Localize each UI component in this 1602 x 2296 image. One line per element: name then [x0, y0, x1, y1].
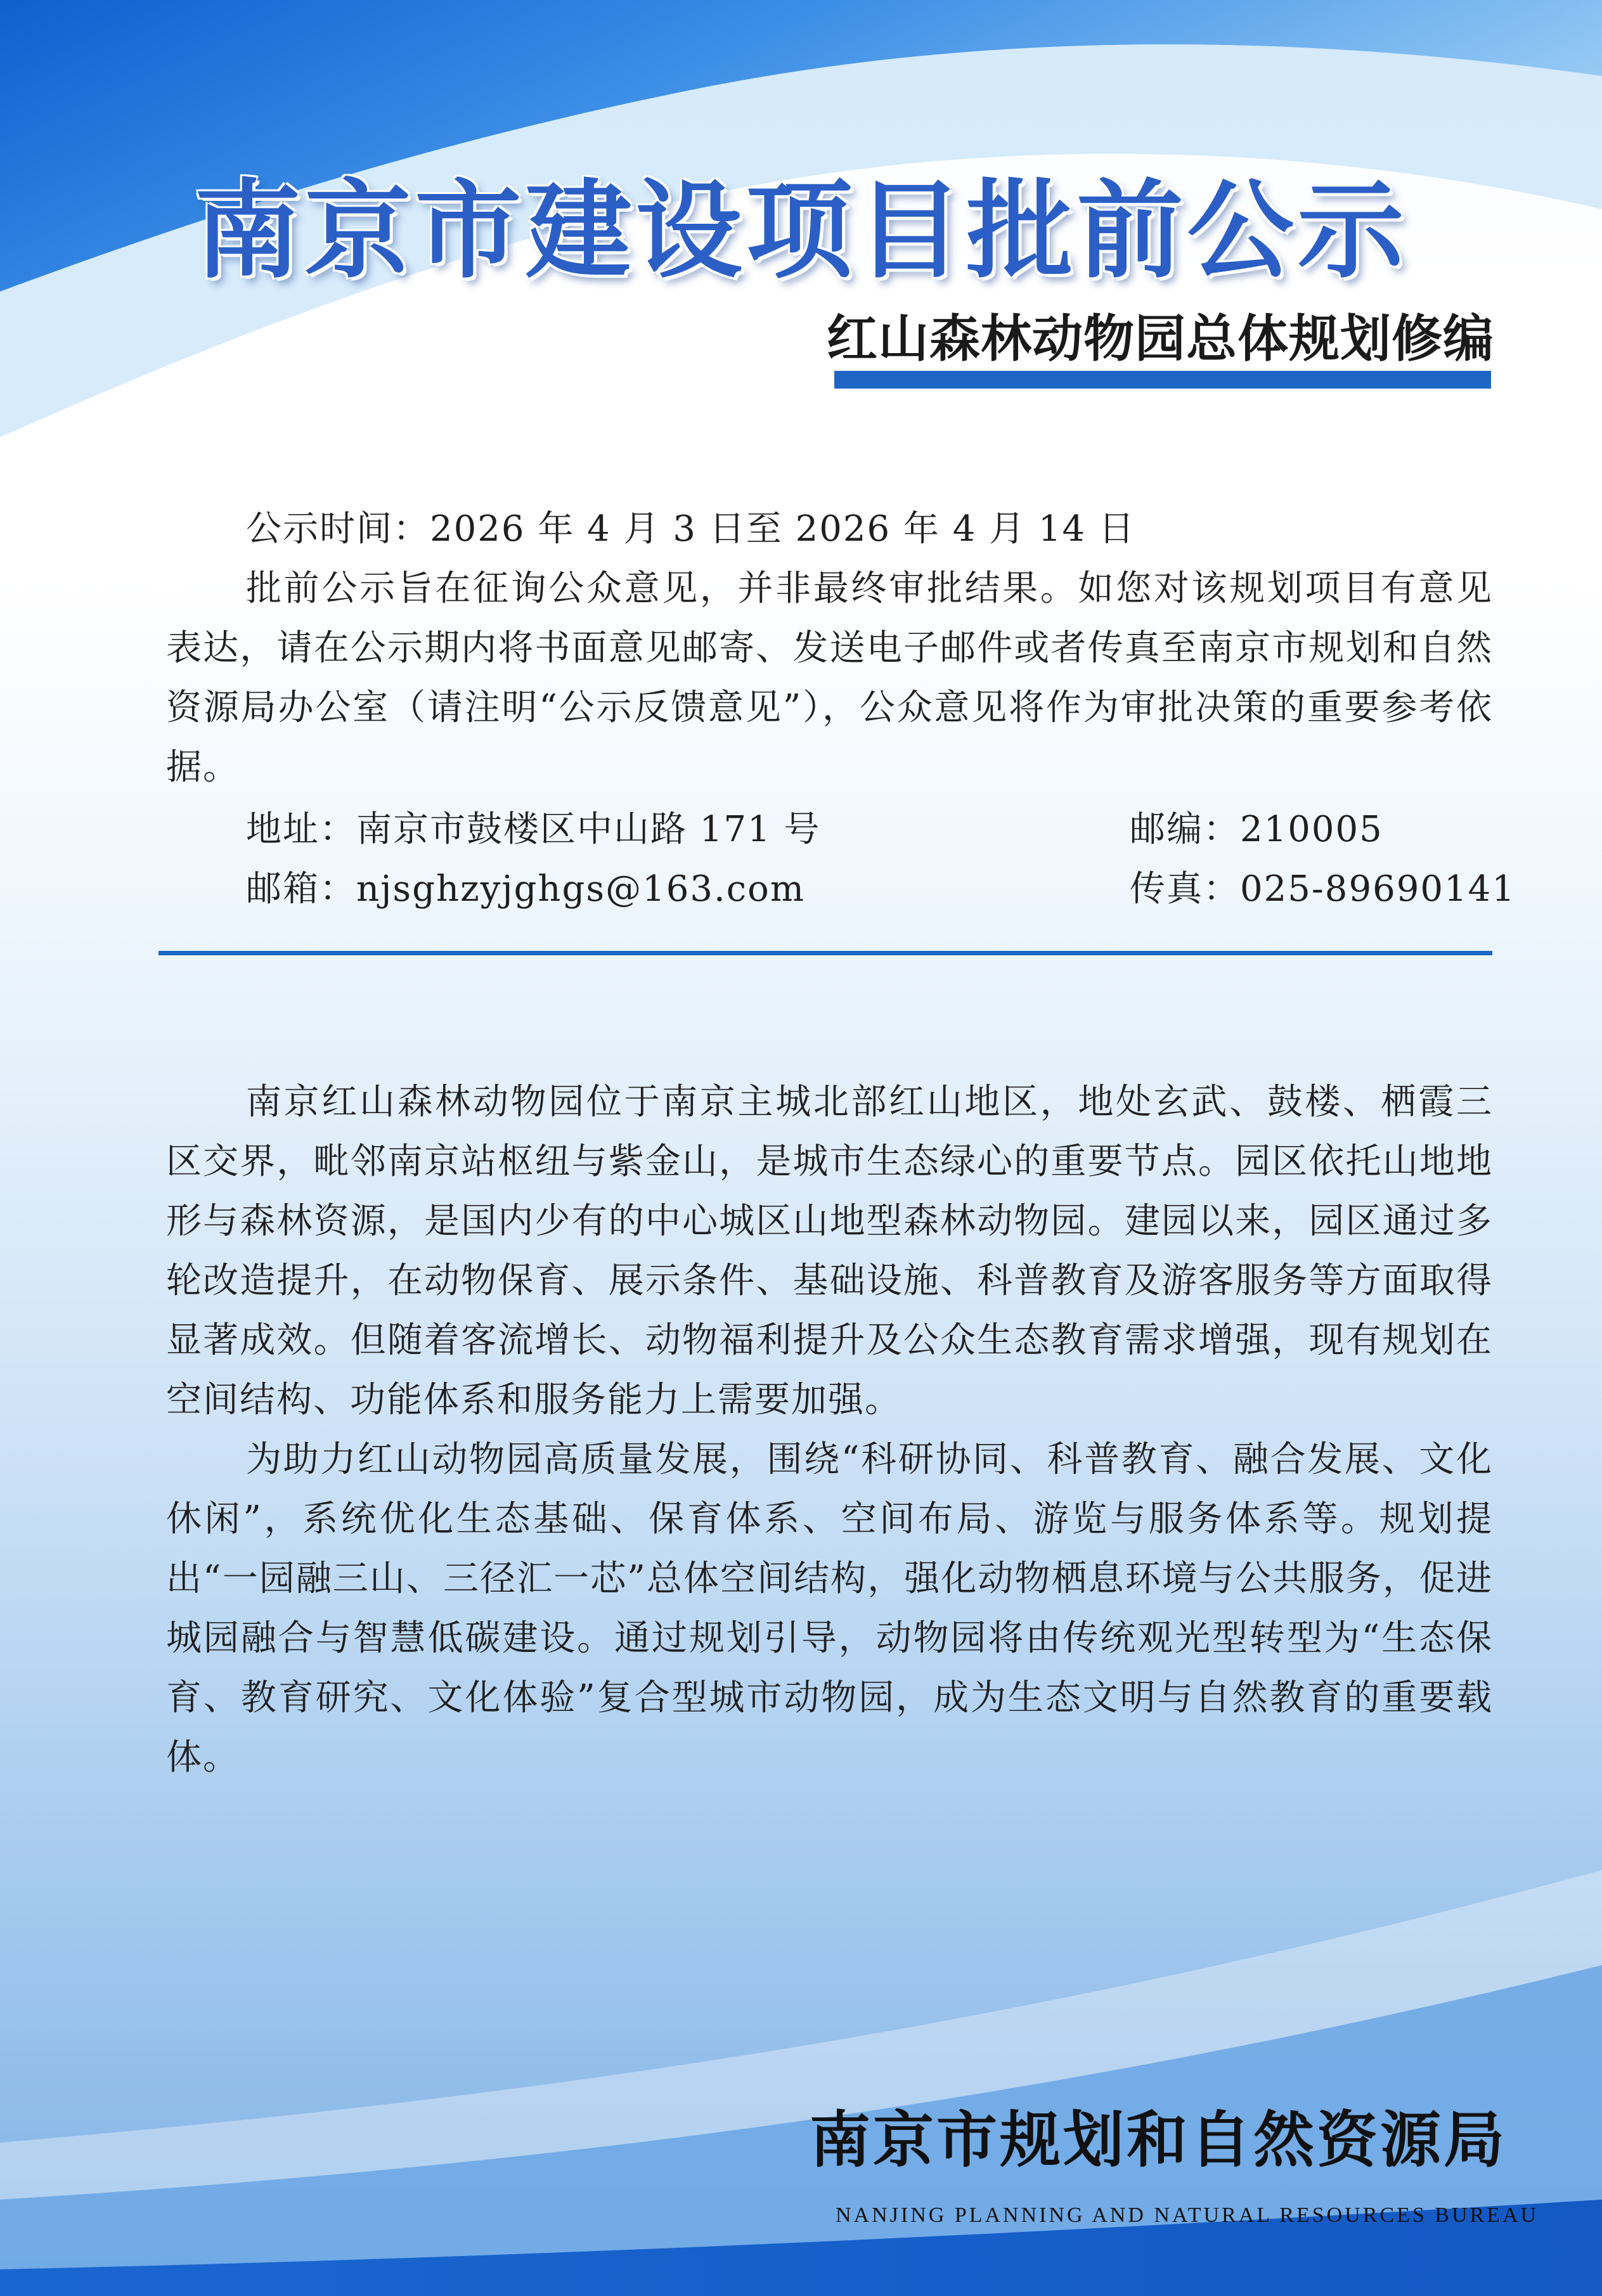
contact-address: 地址：南京市鼓楼区中山路 171 号	[246, 809, 821, 850]
section-divider	[158, 951, 1492, 955]
organization-name-en: NANJING PLANNING AND NATURAL RESOURCES BUREAU	[836, 2203, 1539, 2227]
contact-email: 邮箱：njsghzyjghgs@163.com	[246, 868, 805, 910]
contact-fax: 传真：025-89690141	[1130, 868, 1516, 910]
contact-postcode: 邮编：210005	[1130, 809, 1383, 850]
body-paragraph-2: 为助力红山动物园高质量发展，围绕“科研协同、科普教育、融合发展、文化休闲”，系统优化生态基础、保育体系、空间布局、游览与服务体系等。规划提出“一园融三山、三径汇一芯”总体空间结构，强化动物栖息环境与公共服务，促进城园融合与智慧低碳建设。通过规划引导，动物园将由传统观光型转型为“生态保育、教育研究、文化体验”复合型城市动物园，成为生态文明与自然教育的重要载体。	[166, 1439, 1493, 1778]
notice-intro: 批前公示旨在征询公众意见，并非最终审批结果。如您对该规划项目有意见表达，请在公示期内将书面意见邮寄、发送电子邮件或者传真至南京市规划和自然资源局办公室（请注明“公示反馈意见”），公众意见将作为审批决策的重要参考依据。	[166, 568, 1493, 788]
project-subtitle: 红山森林动物园总体规划修编	[827, 309, 1494, 368]
organization-name-cn: 南京市规划和自然资源局	[810, 2104, 1507, 2176]
notice-period: 公示时间：2026 年 4 月 3 日至 2026 年 4 月 14 日	[246, 508, 1135, 550]
body-paragraph-1: 南京红山森林动物园位于南京主城北部红山地区，地处玄武、鼓楼、栖霞三区交界，毗邻南京站枢纽与紫金山，是城市生态绿心的重要节点。园区依托山地地形与森林资源，是国内少有的中心城区山地型森林动物园。建园以来，园区通过多轮改造提升，在动物保育、展示条件、基础设施、科普教育及游客服务等方面取得显著成效。但随着客流增长、动物福利提升及公众生态教育需求增强，现有规划在空间结构、功能体系和服务能力上需要加强。	[166, 1081, 1493, 1421]
page-title: 南京市建设项目批前公示	[194, 167, 1408, 293]
subtitle-underline	[834, 371, 1491, 389]
